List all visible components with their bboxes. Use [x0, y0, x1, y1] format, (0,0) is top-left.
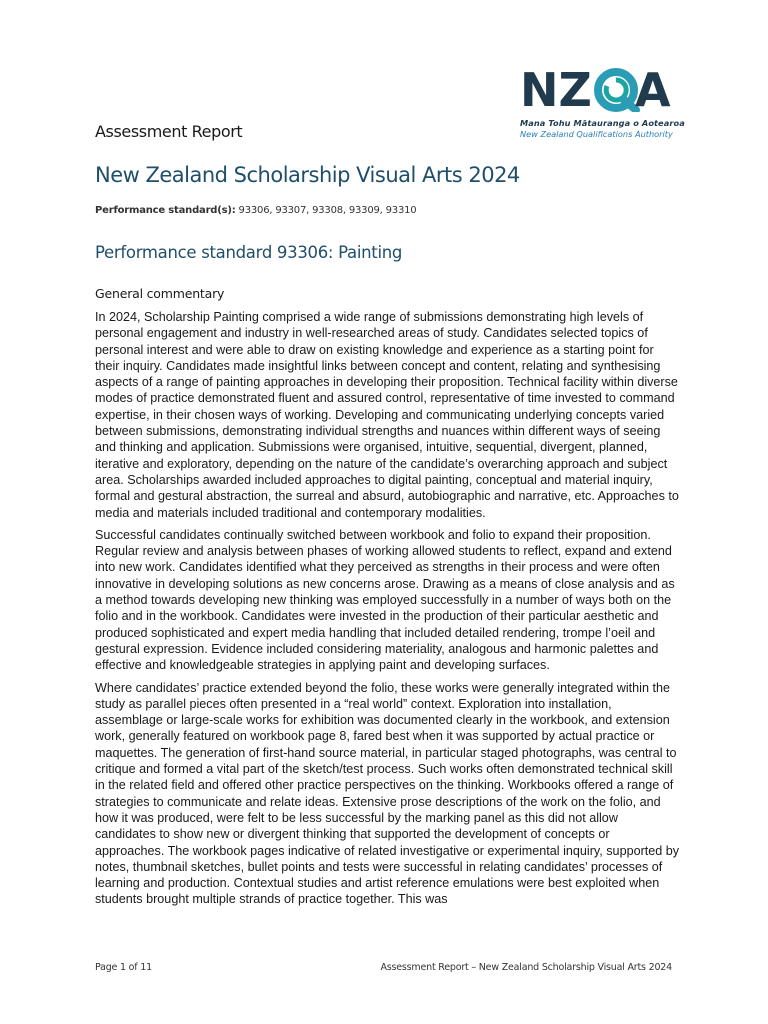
paragraph: Successful candidates continually switched between workbook and folio to expand their proposition. Regular review and analysis between phases of working allowed students to reflect, expand and extend into new work. Candidates identified what they perceived as strengths in their process and were often innovative in developing solutions as new concerns arose. Drawing as a means of close analysis and as a method towards developing new thinking was employed successfully in a number of ways both on the folio and in the workbook. Candidates were invested in the production of their particular aesthetic and produced sophisticated and expert media handling that included detailed rendering, trompe l’oeil and gestural expression. Evidence included considering materiality, analogous and harmonic palettes and effective and knowledgeable strategies in applying paint and developing surfaces.: [95, 527, 675, 673]
logo-tagline-maori: Mana Tohu Mātauranga o Aotearoa: [520, 118, 685, 128]
nzqa-logo-mark: [520, 66, 672, 112]
footer-document-name: Assessment Report – New Zealand Scholarship Visual Arts 2024: [380, 962, 672, 973]
document-title: New Zealand Scholarship Visual Arts 2024: [95, 163, 520, 187]
standards-label: Performance standard(s):: [95, 205, 236, 216]
logo-tagline-english: New Zealand Qualifications Authority: [520, 129, 673, 139]
report-label: Assessment Report: [95, 122, 243, 141]
section-subheading: General commentary: [95, 286, 225, 301]
standards-values: 93306, 93307, 93308, 93309, 93310: [238, 205, 417, 216]
nzqa-logo: [520, 66, 685, 139]
logo-swirl-icon: [598, 72, 636, 110]
body-text: [95, 309, 680, 914]
footer-page-number: Page 1 of 11: [95, 962, 152, 973]
paragraph: Where candidates’ practice extended beyond the folio, these works were generally integrated within the study as parallel pieces often presented in a “real world” context. Exploration into installation, assemblage or large-scale works for exhibition was documented clearly in the workbook, and extension work, generally featured on workbook page 8, fared best when it was supported by actual practice or maquettes. The generation of first-hand source material, in particular staged photographs, was central to critique and formed a vital part of the sketch/test process. Such works often demonstrated technical skill in the related field and offered other practice perspectives on the thinking. Workbooks offered a range of strategies to communicate and relate ideas. Extensive prose descriptions of the work on the folio, and how it was produced, were felt to be less successful by the marking panel as this did not allow candidates to show new or divergent thinking that supported the development of concepts or approaches. The workbook pages indicative of related investigative or experimental inquiry, supported by notes, thumbnail sketches, bullet points and tests were successful in relating candidates’ processes of learning and production. Contextual studies and artist reference emulations were best exploited when students brought multiple strands of practice together. This was: [95, 680, 680, 907]
section-title: Performance standard 93306: Painting: [95, 243, 403, 262]
performance-standards: [95, 205, 416, 216]
paragraph: In 2024, Scholarship Painting comprised a wide range of submissions demonstrating high levels of personal engagement and industry in well-researched areas of study. Candidates selected topics of personal interest and were able to draw on existing knowledge and experience as a starting point for their inquiry. Candidates made insightful links between concept and content, relating and synthesising aspects of a range of painting approaches in developing their proposition. Technical facility within diverse modes of practice demonstrated fluent and assured control, representative of time invested to command expertise, in their chosen ways of working. Developing and communicating underlying concepts varied between submissions, demonstrating individual strengths and nuances within different ways of seeing and thinking and application. Submissions were organised, intuitive, sequential, divergent, planned, iterative and exploratory, depending on the nature of the candidate’s overarching approach and subject area. Scholarships awarded included approaches to digital painting, conceptual and material inquiry, formal and gestural abstraction, the surreal and absurd, autobiographic and narrative, etc. Approaches to media and materials included traditional and contemporary modalities.: [95, 310, 679, 520]
logo-text-nz: NZ: [520, 66, 592, 112]
logo-text-a: A: [635, 66, 671, 112]
